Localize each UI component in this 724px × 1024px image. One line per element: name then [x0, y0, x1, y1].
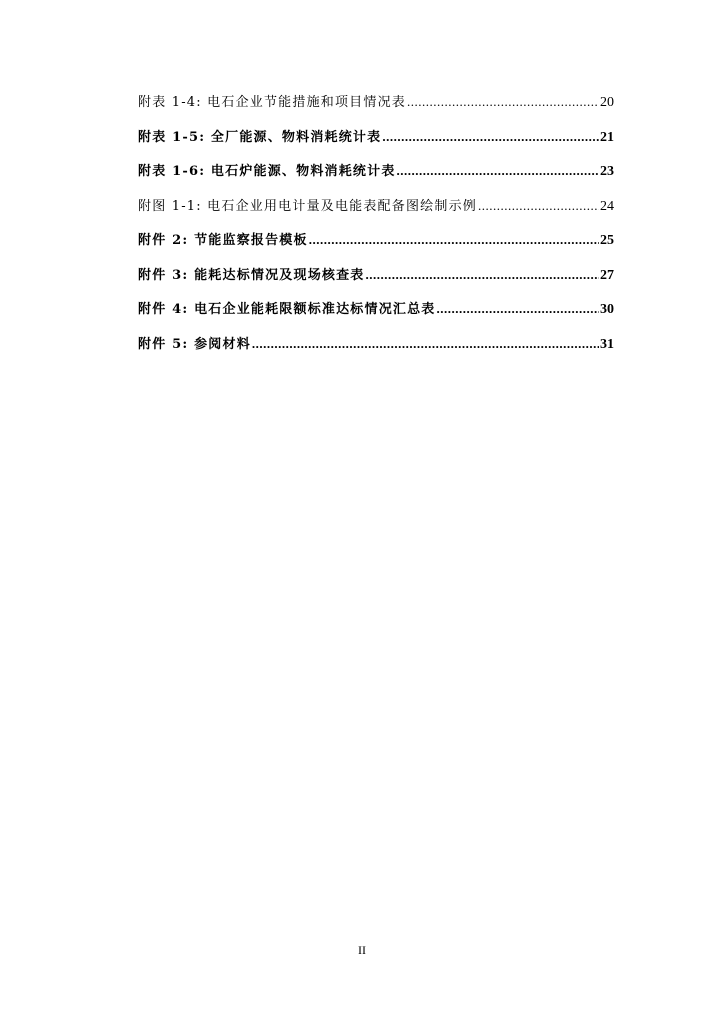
toc-leader-dots: [252, 334, 599, 354]
toc-leader-dots: [366, 265, 600, 285]
toc-entry-page: 31: [600, 336, 614, 352]
toc-leader-dots: [397, 161, 599, 181]
toc-entry-title: 附表 1-5: 全厂能源、物料消耗统计表: [138, 129, 382, 145]
toc-leader-dots: [437, 299, 600, 319]
toc-leader-dots: [309, 230, 599, 250]
toc-entry-title: 附件 2: 节能监察报告模板: [138, 233, 308, 248]
toc-entry-page: 24: [600, 198, 614, 214]
toc-entry-title: 附件 3: 能耗达标情况及现场核查表: [138, 267, 365, 283]
toc-entry-title: 附表 1-6: 电石炉能源、物料消耗统计表: [138, 164, 396, 179]
toc-entry-page: 23: [600, 164, 614, 179]
toc-entry-page: 20: [600, 95, 614, 110]
toc-leader-dots: [382, 127, 599, 147]
toc-entry-page: 21: [600, 129, 614, 145]
toc-entry-appendix-figure-1-1[interactable]: [138, 196, 614, 231]
toc-entry-attachment-4[interactable]: [138, 299, 614, 334]
toc-entry-attachment-3[interactable]: [138, 265, 614, 300]
toc-entry-attachment-2[interactable]: [138, 230, 614, 265]
toc-entry-title: 附件 5: 参阅材料: [138, 336, 251, 352]
toc-entry-appendix-table-1-6[interactable]: [138, 161, 614, 196]
page-number: II: [358, 943, 366, 957]
toc-entry-title: 附件 4: 电石企业能耗限额标准达标情况汇总表: [138, 302, 436, 317]
table-of-contents: [138, 92, 614, 368]
toc-entry-title: 附表 1-4: 电石企业节能措施和项目情况表: [138, 95, 406, 110]
toc-entry-page: 25: [600, 233, 614, 248]
toc-leader-dots: [407, 92, 599, 112]
toc-entry-appendix-table-1-5[interactable]: [138, 127, 614, 162]
toc-entry-page: 27: [600, 267, 614, 283]
toc-entry-attachment-5[interactable]: [138, 334, 614, 369]
toc-leader-dots: [478, 196, 599, 216]
toc-entry-page: 30: [600, 302, 614, 317]
toc-entry-title: 附图 1-1: 电石企业用电计量及电能表配备图绘制示例: [138, 198, 477, 214]
toc-entry-appendix-table-1-4[interactable]: [138, 92, 614, 127]
